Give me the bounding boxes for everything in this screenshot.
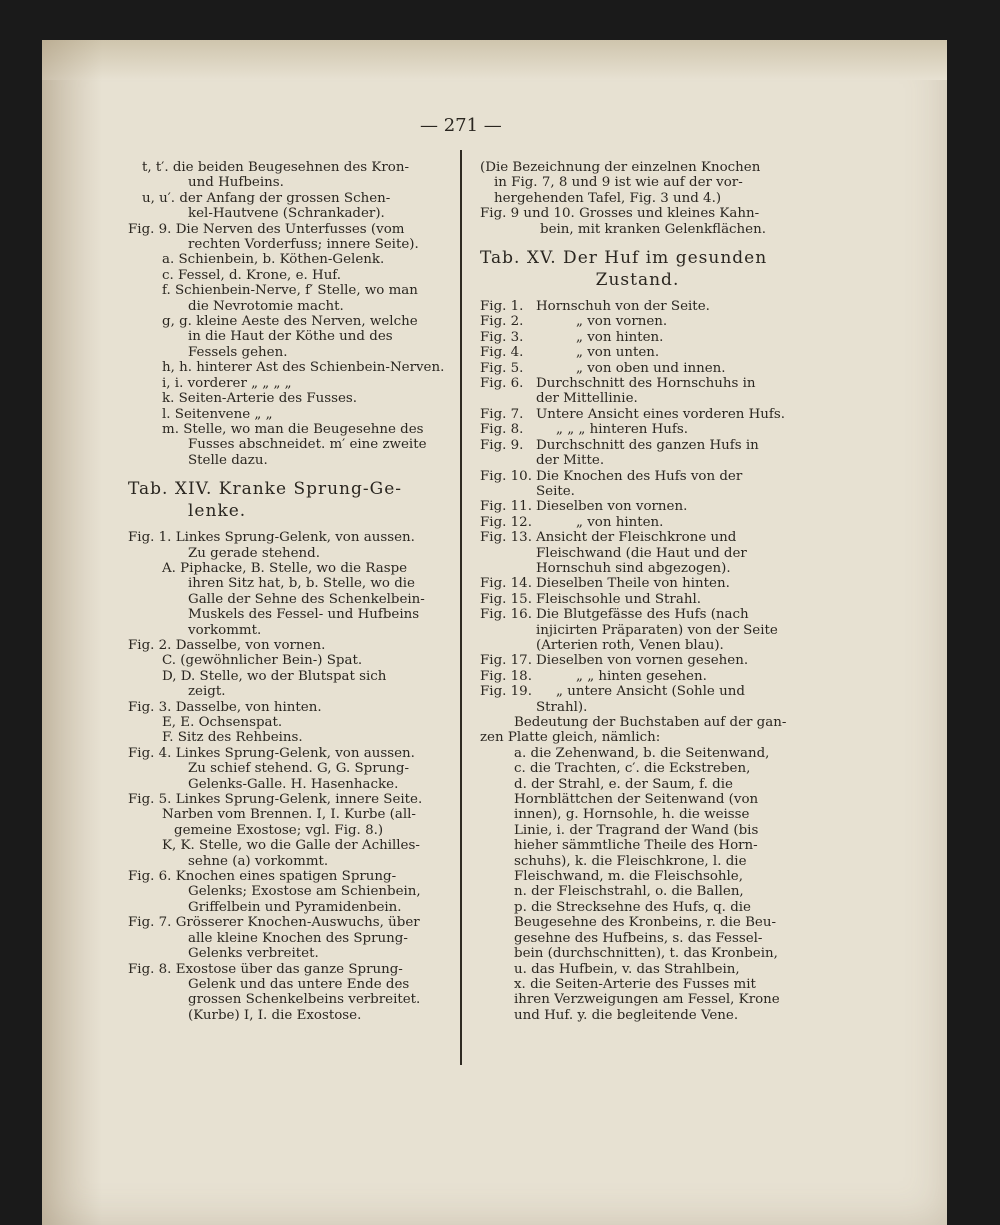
- fig-desc-cont: Hornschuh sind abgezogen).: [536, 560, 731, 576]
- text-line: Galle der Sehne des Schenkelbein-: [188, 591, 425, 607]
- text-line: zen Platte gleich, nämlich:: [480, 730, 661, 746]
- text-line: innen), g. Hornsohle, h. die weisse: [514, 807, 750, 823]
- text-line: A. Piphacke, B. Stelle, wo die Raspe: [162, 560, 408, 576]
- heading-line: Tab. XV. Der Huf im gesunden: [480, 248, 768, 269]
- fig-entry: [480, 530, 795, 545]
- text-line: (Die Bezeichnung der einzelnen Knochen: [480, 160, 761, 175]
- fig-label: Fig. 17.: [480, 653, 532, 669]
- fig-entry: [480, 376, 795, 391]
- fig-entry: [480, 669, 795, 684]
- text-line: Gelenks; Exostose am Schienbein,: [188, 884, 421, 900]
- fig-entry: [480, 407, 795, 422]
- text-line: m. Stelle, wo man die Beugesehne des: [162, 421, 424, 437]
- text-line: a. die Zehenwand, b. die Seitenwand,: [514, 745, 770, 761]
- fig-entry: Fig. 4. Linkes Sprung-Gelenk, von aussen.: [128, 745, 415, 761]
- text-line: zeigt.: [188, 684, 226, 700]
- text-line: d. der Strahl, e. der Saum, f. die: [514, 776, 733, 792]
- fig-entry: [480, 515, 795, 530]
- text-line: rechten Vorderfuss; innere Seite).: [188, 237, 419, 253]
- text-line: E, E. Ochsenspat.: [162, 715, 283, 730]
- fig-label: Fig. 16.: [480, 607, 532, 623]
- text-line: D, D. Stelle, wo der Blutspat sich: [162, 668, 387, 684]
- text-line: bein (durchschnitten), t. das Kronbein,: [514, 946, 778, 962]
- fig-entry: [480, 330, 795, 345]
- fig-entry: Fig. 6. Knochen eines spatigen Sprung-: [128, 869, 397, 885]
- heading-line: Tab. XIV. Kranke Sprung-Ge-: [128, 479, 403, 500]
- column-divider: [460, 150, 462, 1065]
- text-line: grossen Schenkelbeins verbreitet.: [188, 992, 421, 1008]
- fig-desc: „ von unten.: [576, 345, 660, 361]
- text-line: Beugesehne des Kronbeins, r. die Beu-: [514, 915, 777, 931]
- section-heading-tab-xv: [480, 247, 795, 291]
- text-line: ihren Sitz hat, b, b. Stelle, wo die: [188, 576, 415, 592]
- text-line: p. die Strecksehne des Hufs, q. die: [514, 899, 751, 915]
- fig-entry: [480, 299, 795, 314]
- text-line: Gelenks-Galle. H. Hasenhacke.: [188, 776, 399, 792]
- fig-desc: „ von hinten.: [576, 329, 664, 345]
- fig-entry: [480, 684, 795, 699]
- text-line: h, h. hinterer Ast des Schienbein-Nerven.: [162, 360, 445, 376]
- text-line: hergehenden Tafel, Fig. 3 und 4.): [494, 190, 722, 206]
- fig-entry: [480, 499, 795, 514]
- text-line: kel-Hautvene (Schrankader).: [188, 206, 385, 222]
- fig-label: Fig. 6.: [480, 376, 524, 392]
- text-line: Fusses abschneidet. m′ eine zweite: [188, 437, 427, 453]
- fig-entry: [480, 653, 795, 668]
- text-line: bein, mit kranken Gelenkflächen.: [540, 221, 766, 237]
- text-line: Gelenk und das untere Ende des: [188, 976, 410, 992]
- text-line: Hornblättchen der Seitenwand (von: [514, 792, 759, 808]
- text-line: Griffelbein und Pyramidenbein.: [188, 899, 402, 915]
- fig-label: Fig. 1.: [480, 299, 524, 315]
- text-line: und Huf. y. die begleitende Vene.: [514, 1007, 739, 1023]
- heading-line: Zustand.: [595, 270, 680, 291]
- text-line: hieher sämmtliche Theile des Horn-: [514, 838, 758, 854]
- text-line: Fig. 9 und 10. Grosses und kleines Kahn-: [480, 206, 760, 222]
- section-heading-tab-xiv: [128, 478, 450, 522]
- text-line: Zu gerade stehend.: [188, 545, 320, 561]
- text-line: F. Sitz des Rehbeins.: [162, 730, 303, 746]
- fig-desc-cont: der Mittellinie.: [536, 391, 638, 407]
- fig-entry: [480, 607, 795, 622]
- text-line: sehne (a) vorkommt.: [188, 853, 329, 869]
- fig-label: Fig. 8.: [480, 422, 524, 438]
- fig-entry: Fig. 5. Linkes Sprung-Gelenk, innere Seite.: [128, 792, 423, 808]
- text-line: g, g. kleine Aeste des Nerven, welche: [162, 314, 418, 330]
- fig-entry: Fig. 1. Linkes Sprung-Gelenk, von aussen.: [128, 530, 415, 546]
- fig-label: Fig. 12.: [480, 514, 532, 530]
- fig-entry: [480, 422, 795, 437]
- fig-label: Fig. 9.: [480, 437, 524, 453]
- heading-line: lenke.: [188, 501, 247, 522]
- text-line: Fessels gehen.: [188, 344, 288, 360]
- fig-label: Fig. 3.: [480, 329, 524, 345]
- fig-desc: Dieselben von vornen.: [536, 499, 688, 515]
- fig-desc: „ „ hinten gesehen.: [576, 668, 707, 684]
- fig-desc: Ansicht der Fleischkrone und: [536, 530, 737, 546]
- text-line: schuhs), k. die Fleischkrone, l. die: [514, 853, 747, 869]
- fig-entry: Fig. 7. Grösserer Knochen-Auswuchs, über: [128, 915, 420, 931]
- fig-label: Fig. 14.: [480, 576, 532, 592]
- fig-desc: Durchschnitt des Hornschuhs in: [536, 376, 756, 392]
- fig-label: Fig. 15.: [480, 591, 532, 607]
- fig-entry: Fig. 9. Die Nerven des Unterfusses (vom: [128, 221, 405, 237]
- text-line: gemeine Exostose; vgl. Fig. 8.): [174, 822, 384, 838]
- page-number: — 271 —: [420, 115, 502, 136]
- fig-desc: Die Blutgefässe des Hufs (nach: [536, 607, 749, 623]
- text-line: Zu schief stehend. G, G. Sprung-: [188, 761, 409, 777]
- text-line: c. die Trachten, c′. die Eckstreben,: [514, 761, 751, 777]
- fig-label: Fig. 4.: [480, 345, 524, 361]
- text-line: in die Haut der Köthe und des: [188, 329, 393, 345]
- fig-entry: [480, 345, 795, 360]
- fig-desc: „ „ „ hinteren Hufs.: [556, 422, 689, 438]
- fig-desc: Hornschuh von der Seite.: [536, 299, 710, 315]
- fig-desc-cont: (Arterien roth, Venen blau).: [536, 637, 724, 653]
- fig-desc: Fleischsohle und Strahl.: [536, 591, 701, 607]
- text-line: n. der Fleischstrahl, o. die Ballen,: [514, 884, 744, 900]
- text-line: Fleischwand, m. die Fleischsohle,: [514, 869, 743, 885]
- fig-label: Fig. 7.: [480, 406, 524, 422]
- text-line: in Fig. 7, 8 und 9 ist wie auf der vor-: [494, 175, 743, 191]
- text-line: k. Seiten-Arterie des Fusses.: [162, 391, 358, 407]
- text-line: u. das Hufbein, v. das Strahlbein,: [514, 961, 740, 977]
- text-line: t, t′. die beiden Beugesehnen des Kron-: [142, 160, 409, 175]
- fig-entry: [480, 314, 795, 329]
- page-spine-shadow: [42, 40, 102, 1225]
- fig-desc: Die Knochen des Hufs von der: [536, 468, 743, 484]
- text-line: Muskels des Fessel- und Hufbeins: [188, 607, 420, 623]
- text-line: Bedeutung der Buchstaben auf der gan-: [514, 715, 787, 730]
- fig-entry: Fig. 3. Dasselbe, von hinten.: [128, 699, 322, 715]
- fig-desc: Dieselben von vornen gesehen.: [536, 653, 749, 669]
- text-line: Stelle dazu.: [188, 452, 268, 468]
- text-line: c. Fessel, d. Krone, e. Huf.: [162, 267, 342, 283]
- right-column: [480, 160, 795, 1023]
- fig-desc-cont: der Mitte.: [536, 453, 605, 469]
- fig-label: Fig. 18.: [480, 668, 532, 684]
- fig-label: Fig. 19.: [480, 684, 532, 700]
- text-line: Gelenks verbreitet.: [188, 946, 319, 962]
- fig-label: Fig. 5.: [480, 360, 524, 376]
- fig-entry: Fig. 8. Exostose über das ganze Sprung-: [128, 961, 403, 977]
- fig-desc: „ von vornen.: [576, 314, 668, 330]
- fig-desc: Dieselben Theile von hinten.: [536, 576, 730, 592]
- fig-label: Fig. 11.: [480, 499, 532, 515]
- fig-desc-cont: Fleischwand (die Haut und der: [536, 545, 747, 561]
- fig-entry: Fig. 2. Dasselbe, von vornen.: [128, 637, 326, 653]
- fig-desc: Untere Ansicht eines vorderen Hufs.: [536, 406, 786, 422]
- text-line: (Kurbe) I, I. die Exostose.: [188, 1007, 362, 1023]
- left-column: [128, 160, 450, 1023]
- text-line: l. Seitenvene „ „: [162, 406, 273, 422]
- text-line: x. die Seiten-Arterie des Fusses mit: [514, 976, 756, 992]
- text-line: vorkommt.: [188, 622, 262, 638]
- fig-label: Fig. 2.: [480, 314, 524, 330]
- fig-label: Fig. 10.: [480, 468, 532, 484]
- fig-entry: [480, 576, 795, 591]
- fig-entry: [480, 438, 795, 453]
- text-line: i, i. vorderer „ „ „ „: [162, 375, 292, 391]
- fig-desc-cont: Strahl).: [536, 699, 588, 715]
- fig-label: Fig. 13.: [480, 530, 532, 546]
- text-line: C. (gewöhnlicher Bein-) Spat.: [162, 653, 363, 669]
- fig-desc: „ untere Ansicht (Sohle und: [556, 684, 745, 700]
- text-line: Linie, i. der Tragrand der Wand (bis: [514, 822, 759, 838]
- text-line: gesehne des Hufbeins, s. das Fessel-: [514, 930, 763, 946]
- fig-desc: „ von hinten.: [576, 514, 664, 530]
- text-line: die Nevrotomie macht.: [188, 298, 344, 314]
- text-line: alle kleine Knochen des Sprung-: [188, 930, 408, 946]
- fig-desc-cont: injicirten Präparaten) von der Seite: [536, 622, 778, 638]
- text-line: ihren Verzweigungen am Fessel, Krone: [514, 992, 780, 1008]
- text-line: u, u′. der Anfang der grossen Schen-: [142, 190, 391, 206]
- text-line: f. Schienbein-Nerve, f′ Stelle, wo man: [162, 283, 418, 299]
- fig-entry: [480, 592, 795, 607]
- text-line: a. Schienbein, b. Köthen-Gelenk.: [162, 252, 385, 268]
- text-line: K, K. Stelle, wo die Galle der Achilles-: [162, 838, 420, 854]
- fig-desc: „ von oben und innen.: [576, 360, 726, 376]
- fig-entry: [480, 469, 795, 484]
- fig-desc-cont: Seite.: [536, 483, 575, 499]
- fig-desc: Durchschnitt des ganzen Hufs in: [536, 437, 759, 453]
- text-line: und Hufbeins.: [188, 175, 284, 191]
- text-line: Narben vom Brennen. I, I. Kurbe (all-: [162, 807, 416, 823]
- fig-entry: [480, 361, 795, 376]
